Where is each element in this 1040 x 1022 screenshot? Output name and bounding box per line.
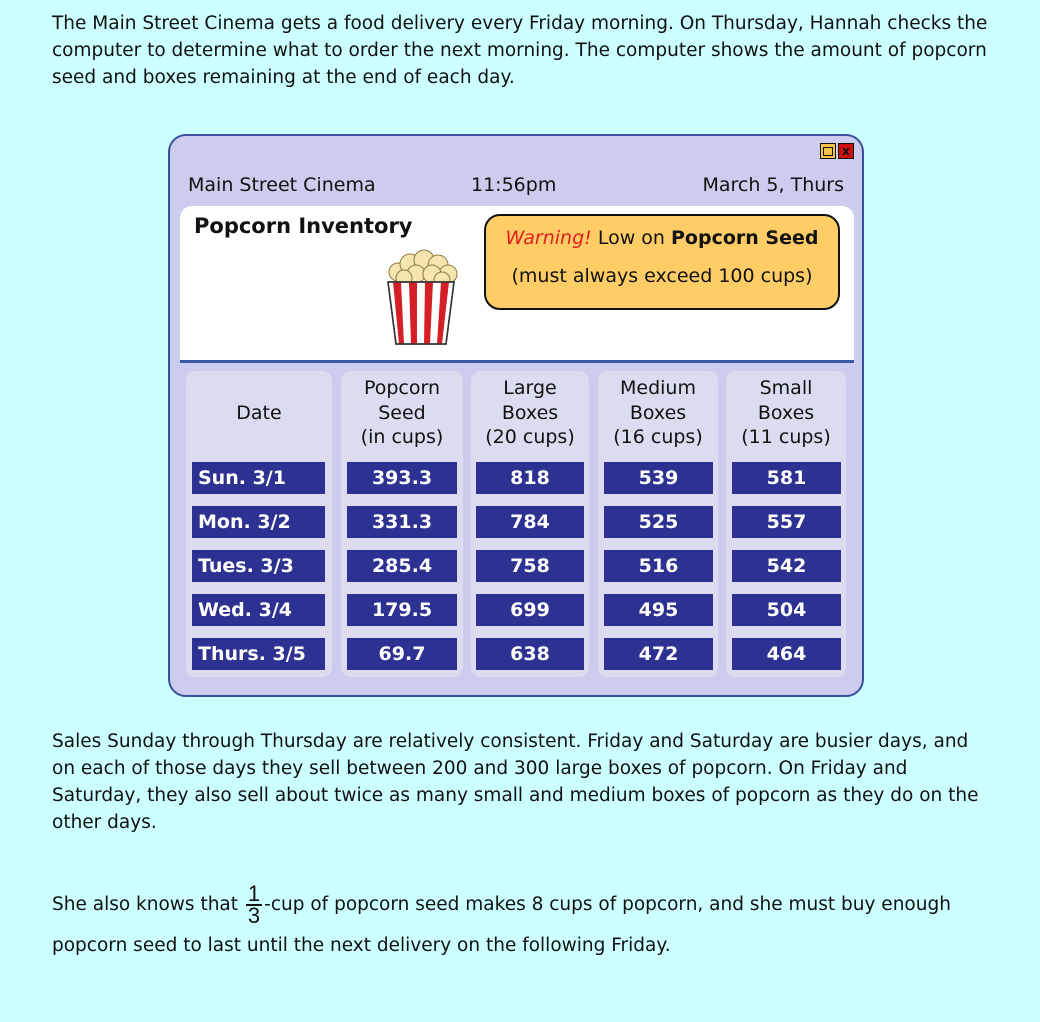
maximize-icon[interactable] [820,143,836,159]
medium-cell: 525 [604,506,713,538]
medium-cell: 472 [604,638,713,670]
clock-time: 11:56pm [471,174,557,196]
inventory-title: Popcorn Inventory [194,214,413,238]
inventory-table [180,363,854,694]
column-header: Popcorn Seed (in cups) [360,377,444,449]
seed-cell: 393.3 [347,462,457,494]
sales-paragraph: Sales Sunday through Thursday are relatively consistent. Friday and Saturday are busier days, and on each of those days they sell between 200 and 300 large boxes of popcorn. On Friday and Saturday, they also sell about twice as many small and medium boxes of popcorn as they do on the other days. [52,731,979,833]
warning-note: (must always exceed 100 cups) [511,265,813,287]
small-cell: 464 [732,638,841,670]
medium-cell: 495 [604,594,713,626]
close-icon[interactable]: x [838,143,854,159]
popcorn-bucket-icon [376,246,466,346]
date-cell: Sun. 3/1 [192,462,325,494]
large-cell: 758 [476,550,584,582]
low-seed-warning [484,214,840,310]
inventory-panel [180,206,854,694]
seed-cell: 285.4 [347,550,457,582]
fraction-denominator: 3 [247,903,261,928]
fraction-numerator: 1 [247,881,261,906]
seed-cell: 69.7 [347,638,457,670]
one-third-fraction [246,881,262,928]
small-cell: 542 [732,550,841,582]
date-cell: Thurs. 3/5 [192,638,325,670]
column-header: Small Boxes (11 cups) [741,377,831,449]
date-cell: Tues. 3/3 [192,550,325,582]
inventory-window [168,134,864,697]
medium-cell: 539 [604,462,713,494]
current-date: March 5, Thurs [702,174,844,196]
column-header: Large Boxes (20 cups) [485,377,575,449]
warning-low-text: Low on [597,227,665,249]
intro-paragraph: The Main Street Cinema gets a food delivery every Friday morning. On Thursday, Hannah checks the computer to determine what to order the next morning. The computer shows the amount of popcorn seed and boxes remaining at the end of each day. [52,13,988,88]
knows-before: She also knows that [52,894,239,915]
small-cell: 581 [732,462,841,494]
large-cell: 818 [476,462,584,494]
large-cell: 699 [476,594,584,626]
seed-cell: 331.3 [347,506,457,538]
warning-label: Warning! [505,227,592,249]
column-header: Date [236,401,282,424]
date-cell: Wed. 3/4 [192,594,325,626]
medium-cell: 516 [604,550,713,582]
knows-paragraph [52,881,992,966]
cinema-name: Main Street Cinema [188,174,376,196]
large-cell: 638 [476,638,584,670]
small-cell: 557 [732,506,841,538]
small-cell: 504 [732,594,841,626]
window-controls [820,143,854,159]
column-header: Medium Boxes (16 cups) [613,377,703,449]
date-cell: Mon. 3/2 [192,506,325,538]
large-cell: 784 [476,506,584,538]
warning-item: Popcorn Seed [671,227,819,249]
seed-cell: 179.5 [347,594,457,626]
knows-after: -cup of popcorn seed makes 8 cups of popcorn, and she must buy enough popcorn seed to last until the next delivery on the following Friday. [52,894,951,956]
